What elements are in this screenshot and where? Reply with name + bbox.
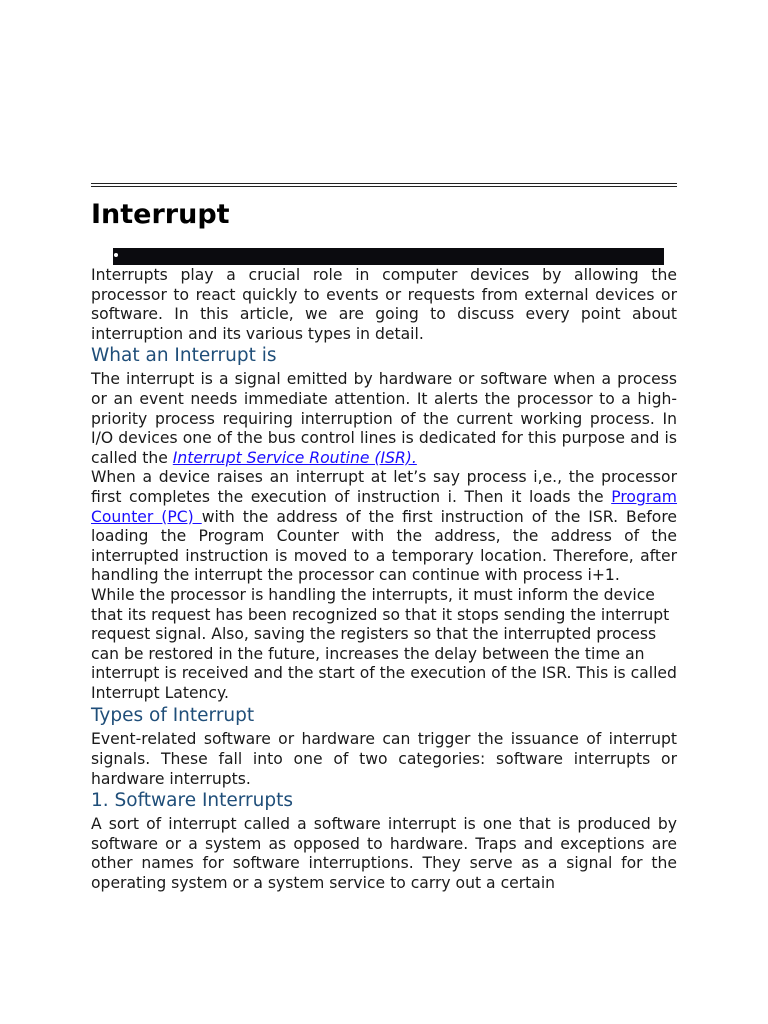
header-double-rule <box>91 183 677 187</box>
paragraph-process <box>91 468 677 586</box>
bullet-dot <box>114 253 118 257</box>
program-counter-link[interactable]: Program Counter (PC) <box>91 487 677 526</box>
document-title: Interrupt <box>91 199 230 230</box>
paragraph-definition <box>91 370 677 468</box>
document-body <box>91 266 677 894</box>
isr-link[interactable]: Interrupt Service Routine (ISR). <box>172 448 417 467</box>
paragraph-text: with the address of the first instruction of the ISR. Before loading the Program Counter with the address, the address of the interrupted instruction is moved to a temporary location. Therefore, after handling the interrupt the processor can continue with process i+1. <box>91 507 677 585</box>
section-heading-software: 1. Software Interrupts <box>91 790 294 812</box>
paragraph-latency: While the processor is handling the interrupts, it must inform the device that its request has been recognized so that it stops sending the interrupt request signal. Also, saving the registers so that the interrupted process can be restored in the future, increases the delay between the time an interrupt is received and the start of the execution of the ISR. This is called Interrupt Latency. <box>91 585 677 702</box>
paragraph-text: When a device raises an interrupt at let’s say process i,e., the processor first completes the execution of instruction i. Then it loads the <box>91 468 677 506</box>
section-heading-types: Types of Interrupt <box>91 705 255 727</box>
section-heading-what-is: What an Interrupt is <box>91 345 277 367</box>
paragraph-types: Event-related software or hardware can trigger the issuance of interrupt signals. These fall into one of two categories: software interrupts or hardware interrupts. <box>91 730 677 788</box>
redaction-bar <box>113 248 664 265</box>
paragraph-text: The interrupt is a signal emitted by hardware or software when a process or an event needs immediate attention. It alerts the processor to a high-priority process requiring interruption of the current working process. In I/O devices one of the bus control lines is dedicated for this purpose and is called the <box>91 370 677 467</box>
intro-paragraph: Interrupts play a crucial role in computer devices by allowing the processor to react quickly to events or requests from external devices or software. In this article, we are going to discuss every point about interruption and its various types in detail. <box>91 266 677 343</box>
paragraph-software: A sort of interrupt called a software interrupt is one that is produced by software or a system as opposed to hardware. Traps and exceptions are other names for software interruptions. They serve as a signal for the operating system or a system service to carry out a certain <box>91 815 677 893</box>
